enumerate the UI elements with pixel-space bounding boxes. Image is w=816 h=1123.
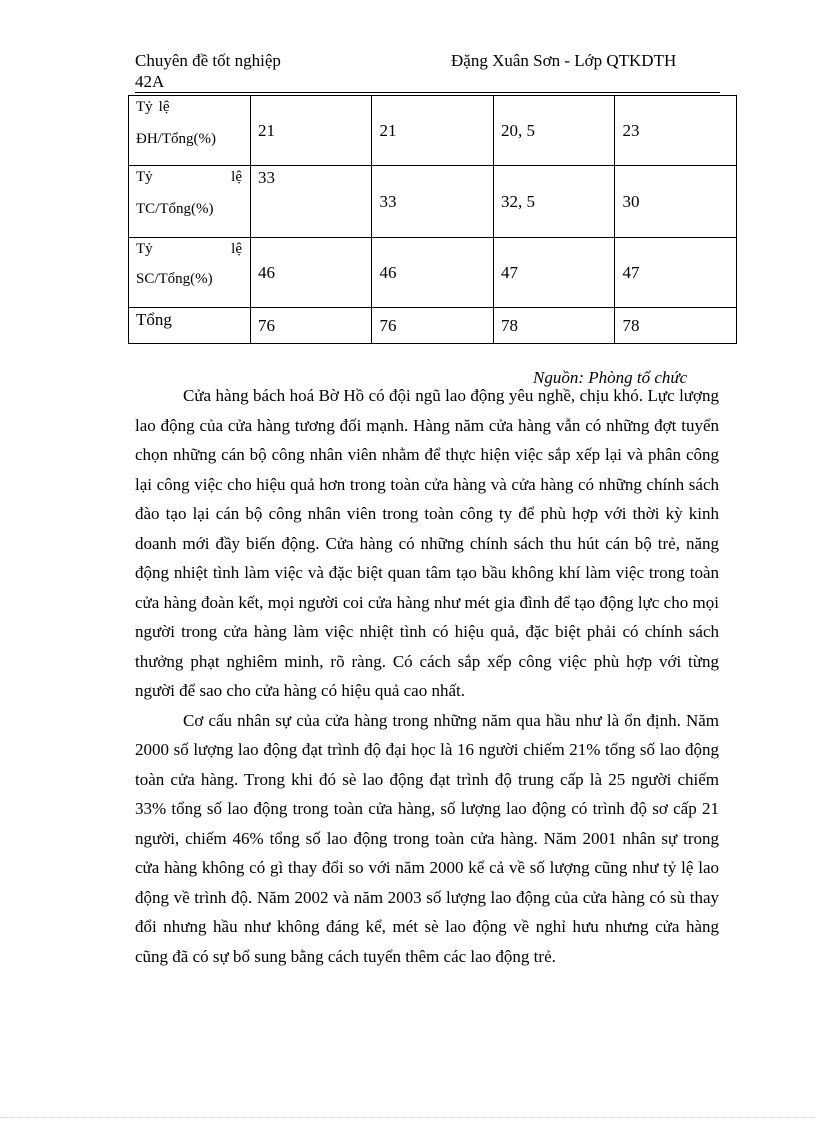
table-cell: 76 (250, 308, 371, 344)
label-word: lệ (231, 169, 242, 185)
table-cell: 78 (493, 308, 615, 344)
table-row (129, 238, 737, 308)
paragraph: Cửa hàng bách hoá Bờ Hồ có đội ngũ lao động yêu nghề, chịu khó. Lực lượng lao động của cửa hàng tương đối mạnh. Hàng năm cửa hàng vẫn có những đợt tuyển chọn những cán bộ công nhân viên nhằm để thực hiện việc sắp xếp lại và phân công lại công việc cho hiệu quả hơn trong toàn cửa hàng và cửa hàng có những chính sách đào tạo lại cán bộ công nhân viên trong toàn công ty để phù hợp với thời kỳ kinh doanh mới đầy biến động. Cửa hàng có những chính sách thu hút cán bộ trẻ, năng động nhiệt tình làm việc và đặc biệt quan tâm tạo bầu không khí làm việc trong toàn cửa hàng đoàn kết, mọi người coi cửa hàng như mét gia đình để tạo động lực cho mọi người trong cửa hàng làm việc nhiệt tình có hiệu quả, đặc biệt phải có chính sách thưởng phạt nghiêm minh, rõ ràng. Có cách sắp xếp công việc phù hợp với từng người để sao cho cửa hàng có hiệu quả cao nhất. (135, 386, 719, 700)
header-author: Đặng Xuân Sơn - Lớp QTKDTH (451, 51, 677, 70)
table-cell: 20, 5 (493, 96, 615, 166)
table-cell: 47 (615, 238, 737, 308)
label-word: Tỷ (136, 241, 153, 257)
label-word: Tỷ (136, 99, 153, 115)
body-text (135, 381, 719, 971)
table-cell: 46 (372, 238, 493, 308)
page-bottom-divider (0, 1117, 816, 1118)
table-cell: 30 (615, 166, 737, 238)
header-title: Chuyên đề tốt nghiệp (135, 51, 281, 70)
table-cell: 33 (250, 166, 371, 238)
source-note: Nguồn: Phòng tổ chức (533, 368, 688, 387)
table-cell: 23 (615, 96, 737, 166)
label-word: Tỷ (136, 169, 153, 185)
label-line2: TC/Tổng(%) (136, 201, 214, 217)
table-cell: 21 (250, 96, 371, 166)
table-cell: 47 (493, 238, 615, 308)
table-cell: 78 (615, 308, 737, 344)
row-label (129, 96, 251, 166)
label-line2: ĐH/Tổng(%) (136, 131, 216, 147)
header-left (135, 50, 335, 92)
label-word: lệ (231, 241, 242, 257)
table-cell: 76 (372, 308, 493, 344)
table-row (129, 308, 737, 344)
table-cell: 21 (372, 96, 493, 166)
table-cell: 33 (372, 166, 493, 238)
row-label (129, 166, 251, 238)
table-row (129, 166, 737, 238)
staff-ratio-table (128, 95, 737, 344)
row-label (129, 238, 251, 308)
table-cell: 32, 5 (493, 166, 615, 238)
table-cell: 46 (250, 238, 371, 308)
paragraph: Cơ cấu nhân sự của cửa hàng trong những năm qua hầu như là ổn định. Năm 2000 số lượng lao động đạt trình độ đại học là 16 người chiếm 21% tổng số lao động toàn cửa hàng. Trong khi đó sè lao động đạt trình độ trung cấp là 25 người chiếm 33% tổng số lao động trong toàn cửa hàng, số lượng lao động có trình độ sơ cấp 21 người, chiếm 46% tổng số lao động trong toàn cửa hàng. Năm 2001 nhân sự trong cửa hàng không có gì thay đổi so với năm 2000 kể cả về số lượng cũng như tỷ lệ lao động về trình độ. Năm 2002 và năm 2003 số lượng lao động của cửa hàng có sù thay đổi nhưng hầu như không đáng kể, mét sè lao động về nghỉ hưu nhưng cửa hàng cũng đã có sự bổ sung bằng cách tuyển thêm các lao động trẻ. (135, 710, 719, 966)
row-label: Tổng (129, 308, 251, 344)
header-class-code: 42A (135, 72, 165, 91)
label-word: lệ (158, 99, 170, 115)
label-line2: SC/Tổng(%) (136, 271, 213, 287)
header-divider (135, 92, 720, 93)
table-row (129, 96, 737, 166)
